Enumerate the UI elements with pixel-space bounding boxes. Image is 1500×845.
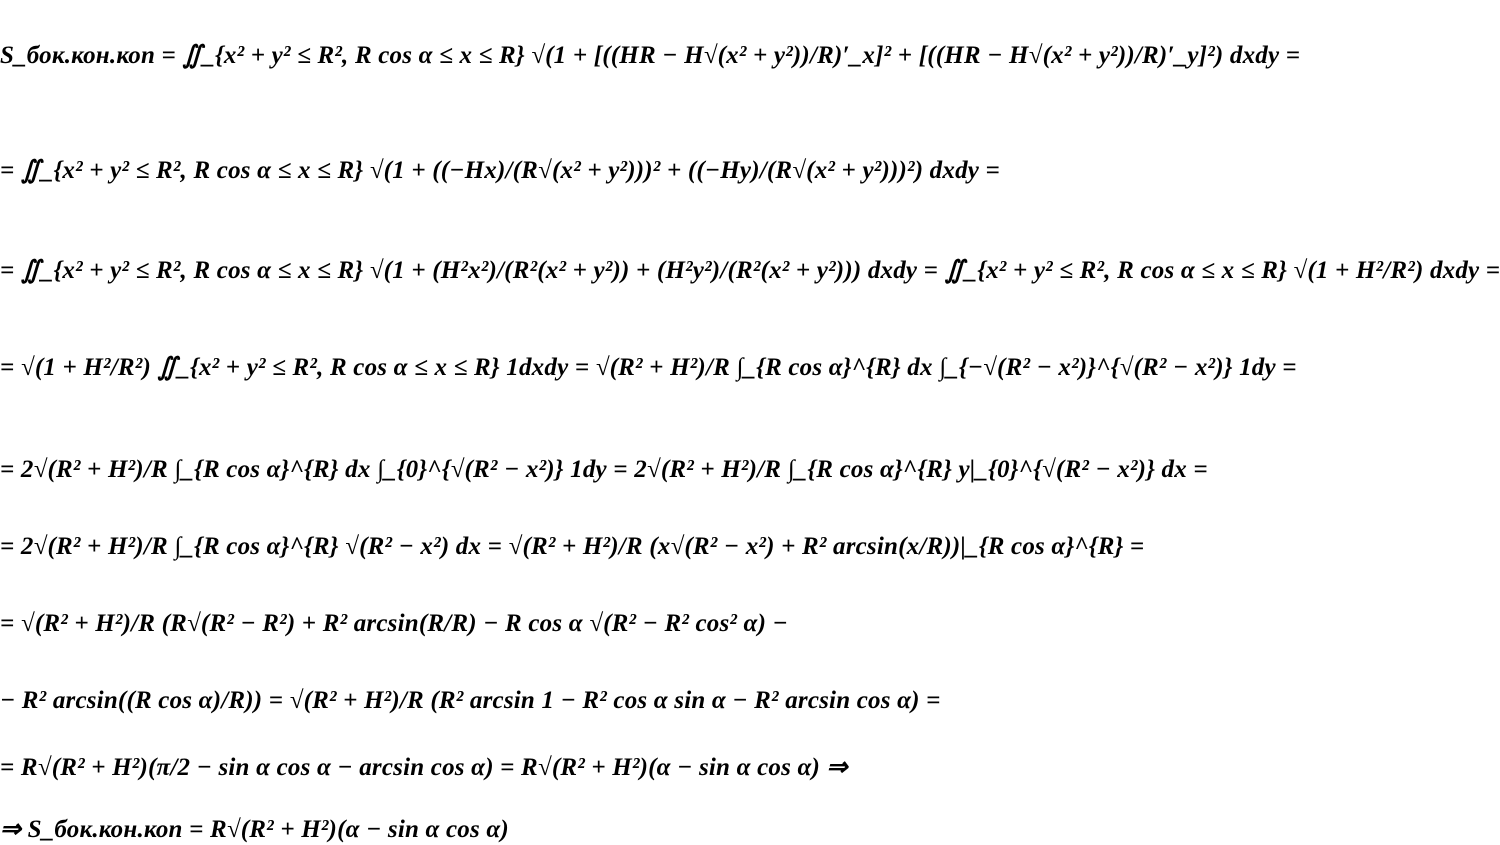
derivation-line-2: = ∬_{x² + y² ≤ R², R cos α ≤ x ≤ R} √(1 + ((−Hx)/(R√(x² + y²)))² + ((−Hy)/(R√(x² + y²)))²) dxdy = bbox=[0, 157, 1000, 184]
derivation-line-10: ⇒ S_бок.кон.коп = R√(R² + H²)(α − sin α cos α) bbox=[0, 816, 509, 843]
derivation-line-1: S_бок.кон.коп = ∬_{x² + y² ≤ R², R cos α ≤ x ≤ R} √(1 + [((HR − H√(x² + y²))/R)′_x]² + [((HR − H√(x² + y²))/R)′_y]²) dxdy = bbox=[0, 42, 1301, 69]
derivation-line-5: = 2√(R² + H²)/R ∫_{R cos α}^{R} dx ∫_{0}^{√(R² − x²)} 1dy = 2√(R² + H²)/R ∫_{R cos α}^{R} y|_{0}^{√(R² − x²)} dx = bbox=[0, 456, 1208, 483]
derivation-line-3: = ∬_{x² + y² ≤ R², R cos α ≤ x ≤ R} √(1 + (H²x²)/(R²(x² + y²)) + (H²y²)/(R²(x² + y²))) dxdy = ∬_{x² + y² ≤ R², R cos α ≤ x ≤ R} √(1 + H²/R²) dxdy = bbox=[0, 257, 1500, 284]
derivation-line-7: = √(R² + H²)/R (R√(R² − R²) + R² arcsin(R/R) − R cos α √(R² − R² cos² α) − bbox=[0, 610, 788, 637]
derivation-line-9: = R√(R² + H²)(π/2 − sin α cos α − arcsin cos α) = R√(R² + H²)(α − sin α cos α) ⇒ bbox=[0, 754, 848, 781]
derivation-line-6: = 2√(R² + H²)/R ∫_{R cos α}^{R} √(R² − x²) dx = √(R² + H²)/R (x√(R² − x²) + R² arcsin(x/R))|_{R cos α}^{R} = bbox=[0, 533, 1145, 560]
derivation-line-4: = √(1 + H²/R²) ∬_{x² + y² ≤ R², R cos α ≤ x ≤ R} 1dxdy = √(R² + H²)/R ∫_{R cos α}^{R} dx ∫_{−√(R² − x²)}^{√(R² − x²)} 1dy = bbox=[0, 354, 1297, 381]
derivation-line-8: − R² arcsin((R cos α)/R)) = √(R² + H²)/R (R² arcsin 1 − R² cos α sin α − R² arcsin cos α) = bbox=[0, 687, 941, 714]
